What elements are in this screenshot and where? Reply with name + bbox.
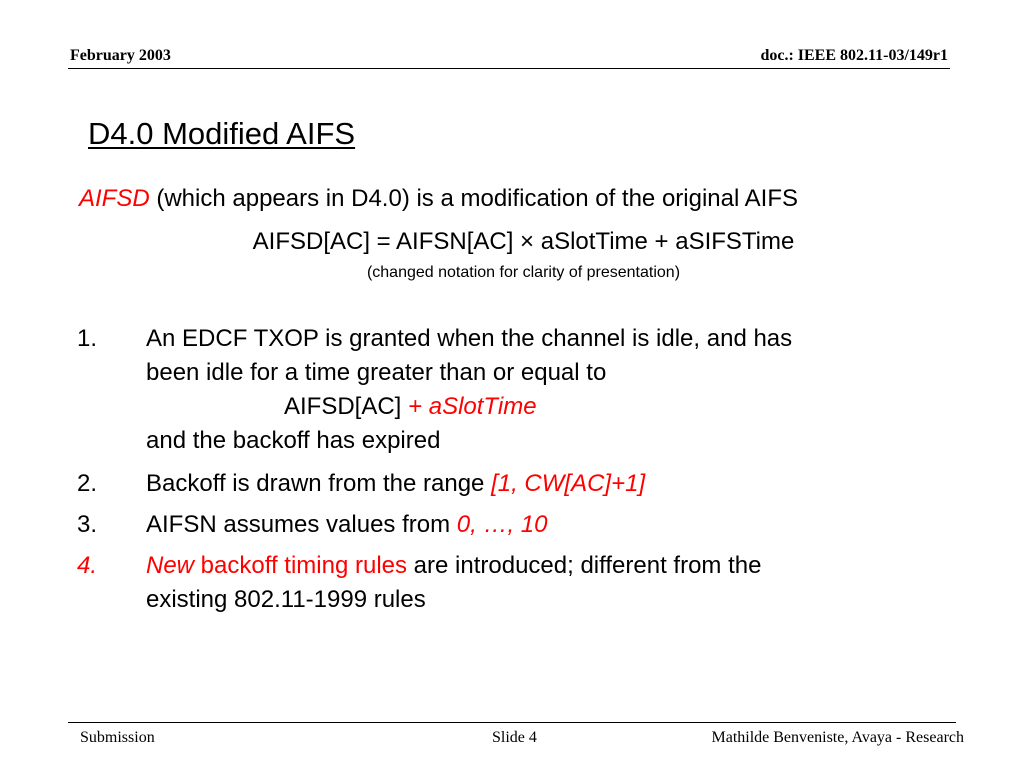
header-doc-id: doc.: IEEE 802.11-03/149r1 — [760, 47, 948, 64]
item4-line1 — [146, 549, 761, 583]
item1-line1: An EDCF TXOP is granted when the channel is idle, and has — [146, 325, 793, 352]
item1-expr-red: + aSlotTime — [408, 393, 537, 420]
list-item-text — [146, 467, 645, 501]
item1-expr-black: AIFSD[AC] — [284, 393, 409, 420]
item1-line4: and the backoff has expired — [146, 427, 441, 454]
list-number: 2. — [77, 470, 98, 497]
item2-highlight: [1, CW[AC]+1] — [491, 470, 646, 497]
footer-slide-number: Slide 4 — [492, 729, 537, 746]
intro-rest: (which appears in D4.0) is a modification of the original AIFS — [149, 185, 799, 212]
item3-highlight: 0, …, 10 — [456, 511, 548, 538]
footer-divider — [68, 722, 956, 723]
item1-expression — [146, 390, 792, 424]
footer-author: Mathilde Benveniste, Avaya - Research — [711, 729, 964, 746]
item3-text: AIFSN assumes values from — [146, 511, 457, 538]
list-item-text — [146, 549, 761, 617]
item2-text: Backoff is drawn from the range — [146, 470, 492, 497]
slide-title: D4.0 Modified AIFS — [88, 116, 356, 151]
intro-line — [79, 185, 798, 213]
item4-highlight: backoff timing rules — [194, 552, 408, 579]
item1-line2: been idle for a time greater than or equal to — [146, 359, 607, 386]
item4-line1-rest: are introduced; different from the — [407, 552, 762, 579]
footer-submission: Submission — [80, 729, 155, 746]
header-date: February 2003 — [70, 47, 171, 64]
list-number: 1. — [77, 325, 98, 352]
list-item-text — [146, 322, 792, 458]
aifsd-formula: AIFSD[AC] = AIFSN[AC] × aSlotTime + aSIFSTime — [252, 228, 795, 255]
list-item-text — [146, 508, 547, 542]
item4-new-word: New — [146, 552, 195, 579]
header-divider — [68, 68, 950, 69]
notation-note: (changed notation for clarity of presentation) — [366, 264, 681, 281]
list-number: 4. — [77, 552, 98, 579]
intro-term: AIFSD — [79, 185, 150, 212]
list-number: 3. — [77, 511, 98, 538]
item4-line2: existing 802.11-1999 rules — [146, 586, 426, 613]
